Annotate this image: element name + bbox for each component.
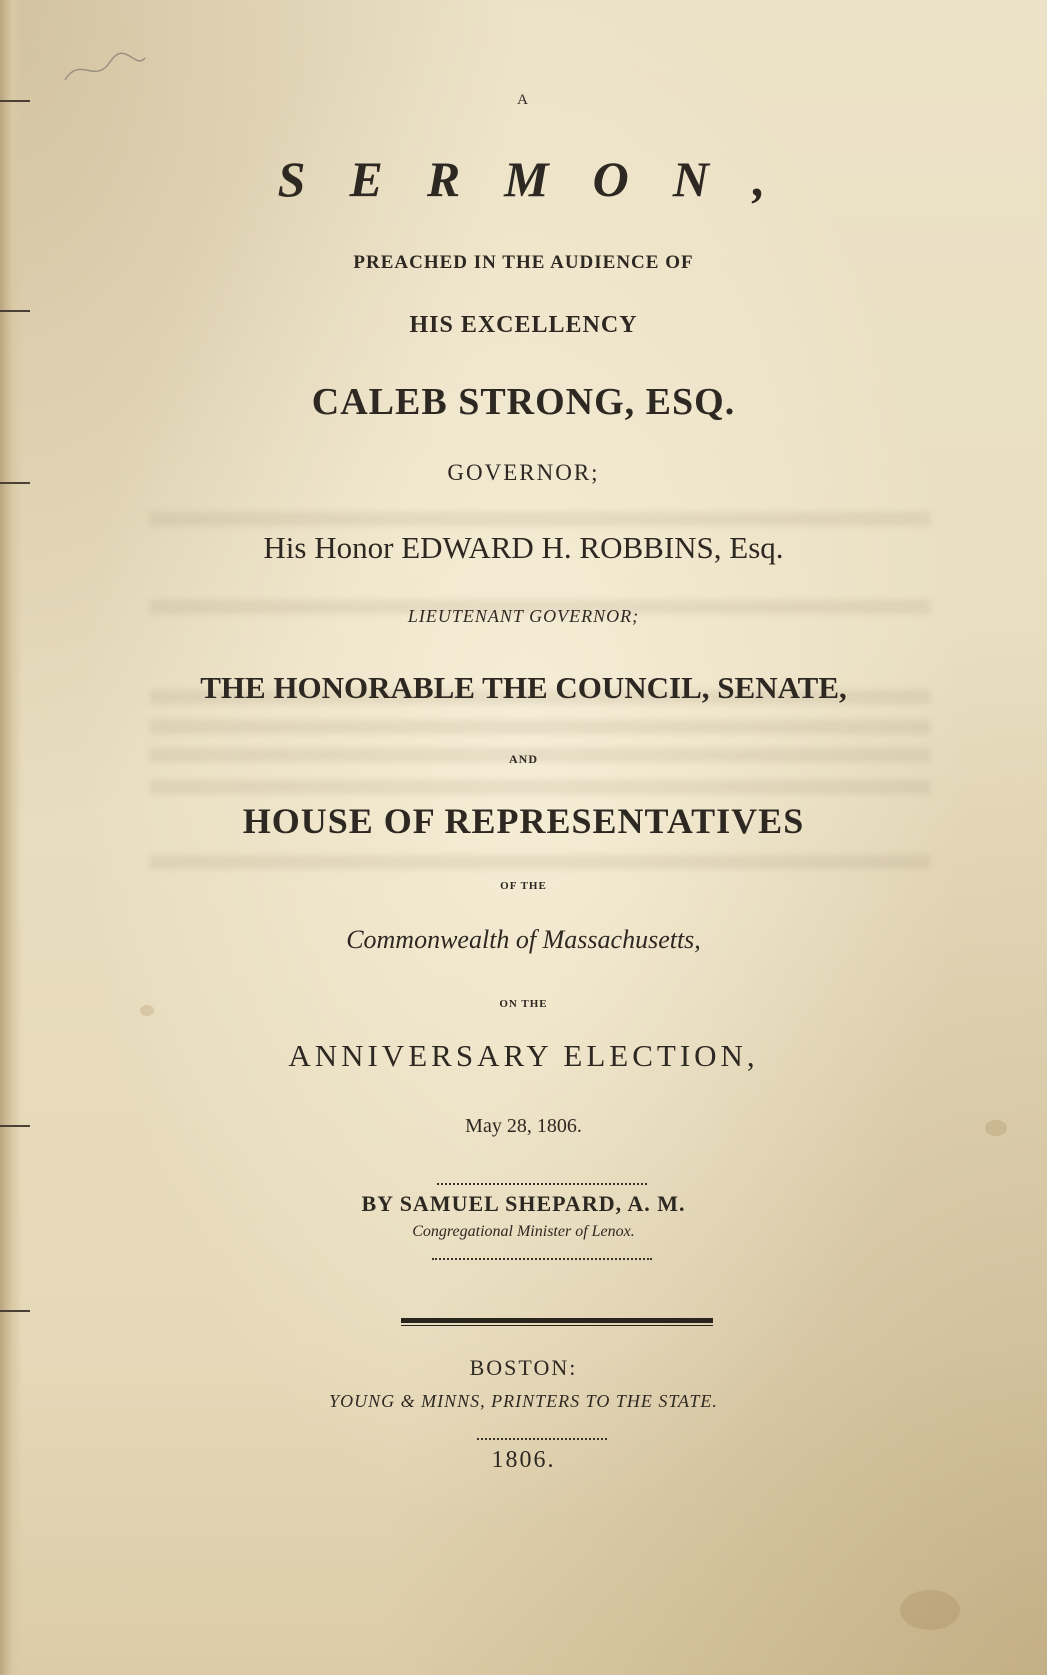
dotted-rule	[477, 1438, 607, 1440]
date-line: May 28, 1806.	[465, 1115, 582, 1137]
thick-rule	[401, 1318, 713, 1323]
author-line: BY SAMUEL SHEPARD, A. M.	[361, 1191, 686, 1216]
council-line: THE HONORABLE THE COUNCIL, SENATE,	[200, 670, 847, 705]
show-through	[150, 512, 930, 526]
lt-governor-name: His Honor EDWARD H. ROBBINS, Esq.	[263, 530, 784, 565]
page-title: SERMON,	[277, 151, 810, 207]
author-role: Congregational Minister of Lenox.	[412, 1223, 635, 1240]
commonwealth-line: Commonwealth of Massachusetts,	[346, 925, 701, 954]
show-through	[150, 720, 930, 734]
of-the-line: OF THE	[500, 880, 547, 892]
dotted-rule	[437, 1183, 647, 1185]
title-article: A	[517, 92, 530, 108]
imprint-place: BOSTON:	[469, 1355, 578, 1380]
thin-rule	[401, 1325, 713, 1326]
his-excellency-line: HIS EXCELLENCY	[409, 312, 638, 338]
imprint-year: 1806.	[491, 1447, 556, 1473]
on-the-line: ON THE	[499, 998, 548, 1010]
dotted-rule	[432, 1258, 652, 1260]
and-line: AND	[509, 752, 538, 766]
governor-name: CALEB STRONG, ESQ.	[311, 381, 736, 423]
house-line: HOUSE OF REPRESENTATIVES	[242, 801, 805, 841]
imprint-printer: YOUNG & MINNS, PRINTERS TO THE STATE.	[329, 1391, 718, 1411]
preached-line: PREACHED IN THE AUDIENCE OF	[353, 252, 694, 273]
lt-governor-title: LIEUTENANT GOVERNOR;	[407, 606, 640, 626]
show-through	[150, 855, 930, 869]
foxing-spot	[900, 1590, 960, 1630]
occasion-line: ANNIVERSARY ELECTION,	[288, 1038, 759, 1073]
governor-title: GOVERNOR;	[447, 460, 600, 485]
show-through	[150, 780, 930, 794]
binding-stitch	[0, 1310, 30, 1312]
pencil-mark	[60, 50, 150, 90]
